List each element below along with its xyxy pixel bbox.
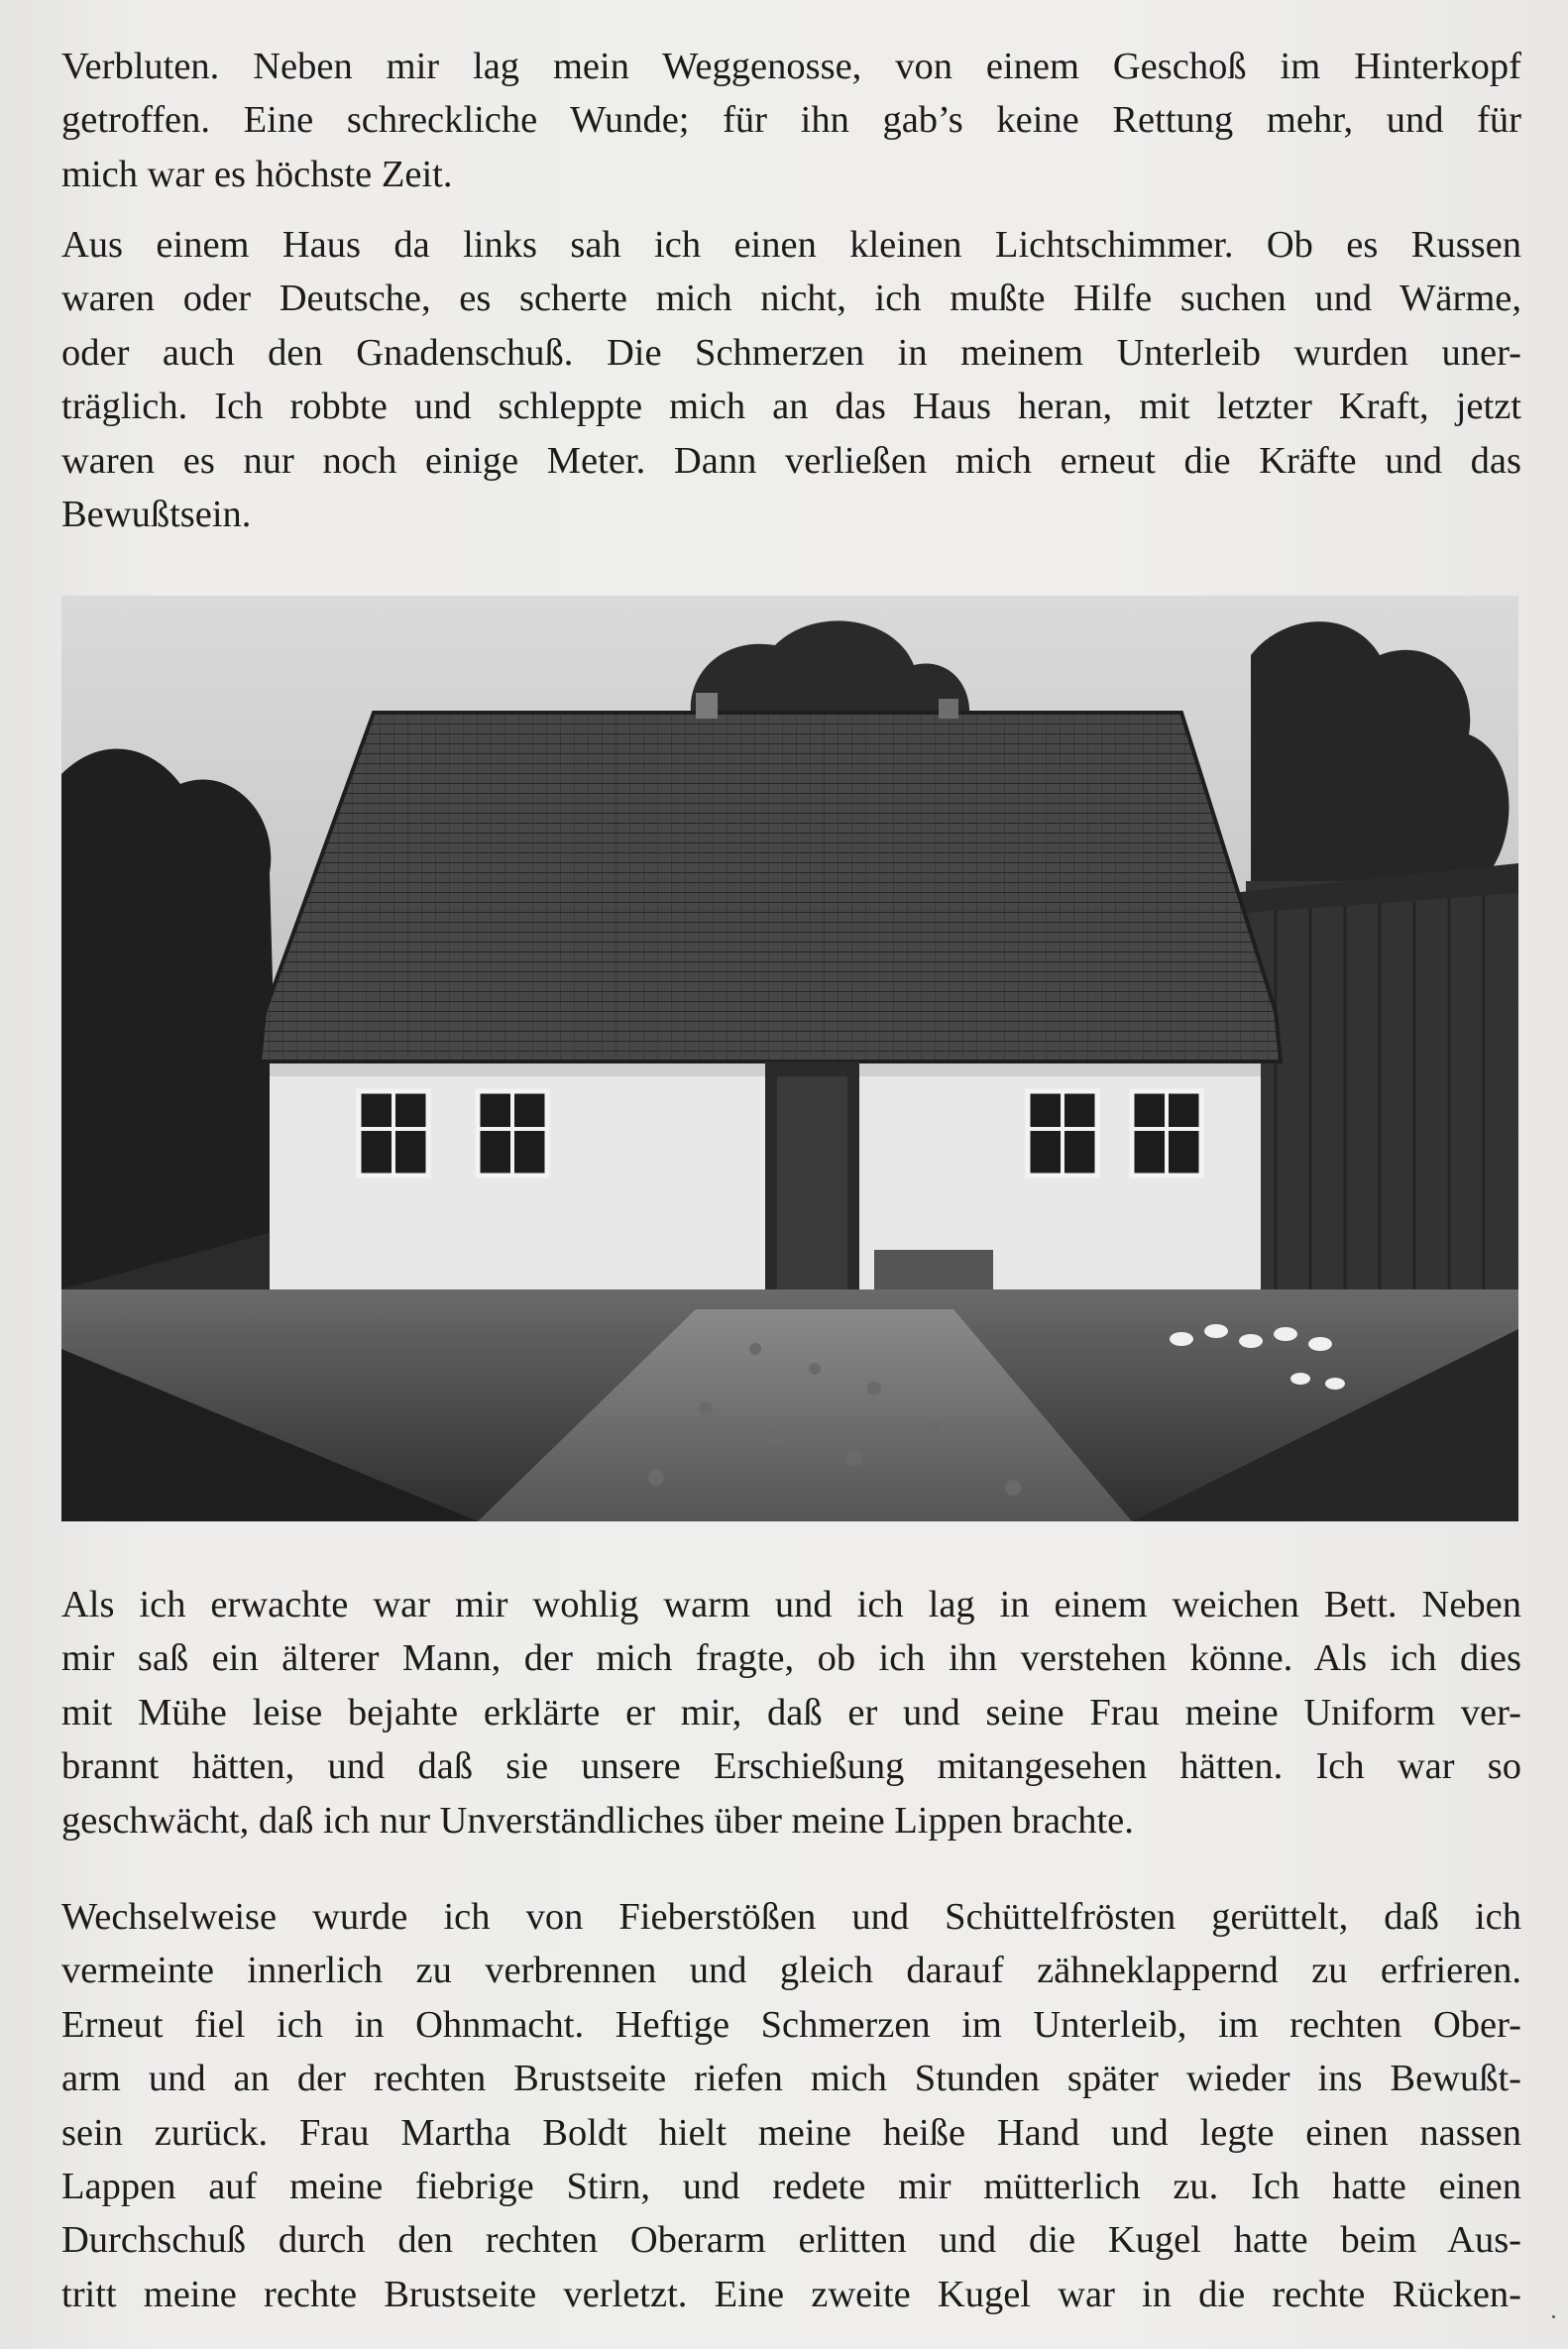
paragraph-2 (61, 218, 1521, 541)
text-line: sein zurück. Frau Martha Boldt hielt meine heiße Hand und legte einen nassen (61, 2111, 1521, 2154)
paragraph-3 (61, 1578, 1521, 1847)
farmhouse-photo (61, 596, 1518, 1521)
text-line: Wechselweise wurde ich von Fieberstößen und Schüttelfrösten gerüttelt, daß ich (61, 1896, 1521, 1938)
text-line: vermeinte innerlich zu verbrennen und gleich darauf zähneklappernd zu erfrieren. (61, 1950, 1521, 1992)
paragraph-4 (61, 1890, 1521, 2321)
text-line: waren es nur noch einige Meter. Dann verließen mich erneut die Kräfte und das (61, 439, 1521, 482)
text-line: Aus einem Haus da links sah ich einen kleinen Lichtschimmer. Ob es Russen (61, 224, 1521, 266)
text-line: träglich. Ich robbte und schleppte mich an das Haus heran, mit letzter Kraft, jetzt (61, 386, 1521, 428)
text-line: brannt hätten, und daß sie unsere Erschießung mitangesehen hätten. Ich war so (61, 1745, 1521, 1788)
text-line: Lappen auf meine fiebrige Stirn, und redete mir mütterlich zu. Ich hatte einen (61, 2166, 1521, 2208)
text-line: waren oder Deutsche, es scherte mich nicht, ich mußte Hilfe suchen und Wärme, (61, 278, 1521, 320)
text-line: mich war es höchste Zeit. (61, 153, 453, 195)
text-line: oder auch den Gnadenschuß. Die Schmerzen in meinem Unterleib wurden uner- (61, 331, 1521, 374)
text-line: Durchschuß durch den rechten Oberarm erlitten und die Kugel hatte beim Aus- (61, 2219, 1521, 2262)
scan-speck (1552, 2315, 1555, 2318)
text-line: Erneut fiel ich in Ohnmacht. Heftige Schmerzen im Unterleib, im rechten Ober- (61, 2003, 1521, 2046)
text-line: mit Mühe leise bejahte erklärte er mir, daß er und seine Frau meine Uniform ver- (61, 1691, 1521, 1734)
text-line: geschwächt, daß ich nur Unverständliches über meine Lippen brachte. (61, 1799, 1134, 1842)
paragraph-1 (61, 40, 1521, 201)
text-line: getroffen. Eine schreckliche Wunde; für ihn gab’s keine Rettung mehr, und für (61, 99, 1521, 142)
text-line: Verbluten. Neben mir lag mein Weggenosse, von einem Geschoß im Hinterkopf (61, 46, 1521, 87)
text-line: tritt meine rechte Brustseite verletzt. Eine zweite Kugel war in die rechte Rücken- (61, 2273, 1521, 2315)
text-line: mir saß ein älterer Mann, der mich fragte, ob ich ihn verstehen könne. Als ich dies (61, 1637, 1521, 1680)
text-line: Bewußtsein. (61, 494, 252, 536)
text-line: arm und an der rechten Brustseite riefen mich Stunden später wieder ins Bewußt- (61, 2058, 1521, 2100)
text-line: Als ich erwachte war mir wohlig warm und ich lag in einem weichen Bett. Neben (61, 1584, 1521, 1625)
